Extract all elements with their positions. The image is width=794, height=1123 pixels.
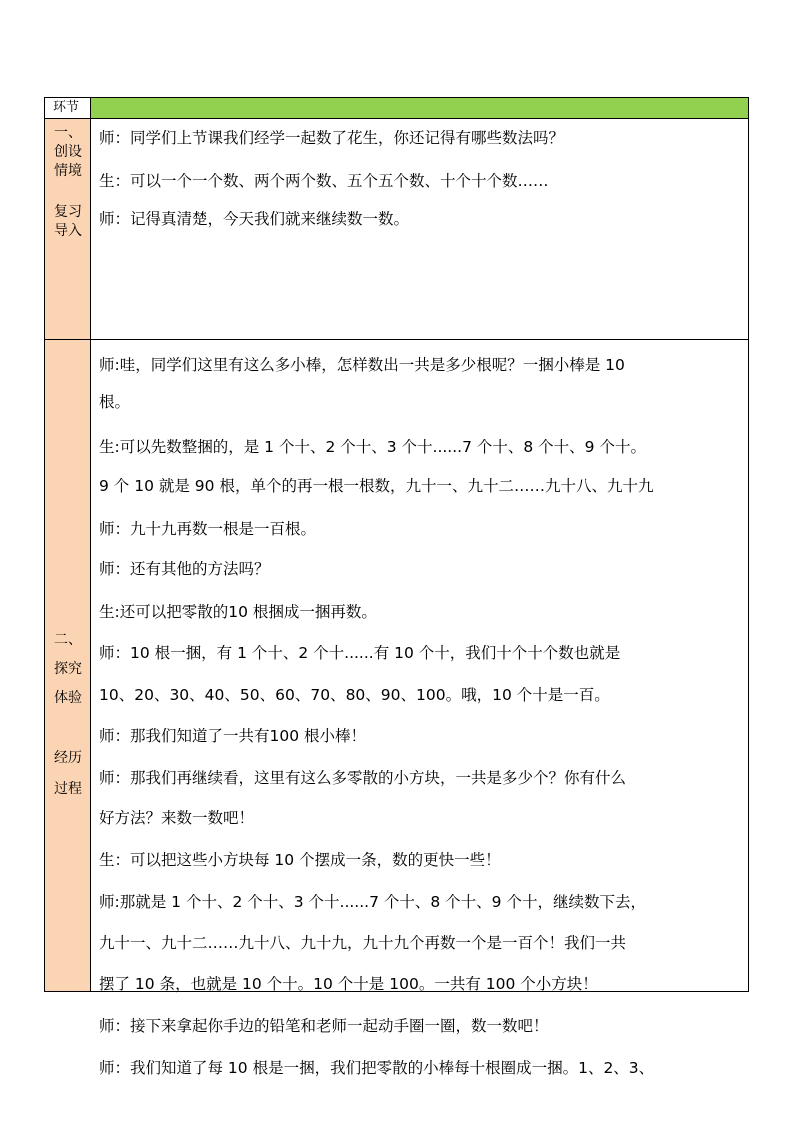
section-1-label-cell bbox=[45, 119, 91, 339]
dialogue-line: 师：还有其他的方法吗？ bbox=[99, 560, 270, 578]
table-header-row bbox=[45, 98, 748, 119]
dialogue-line: 根。 bbox=[99, 393, 131, 411]
section-2-content-cell bbox=[91, 340, 748, 1077]
dialogue-line: 师：那我们知道了一共有100 根小棒！ bbox=[99, 727, 367, 745]
section-1-label-line: 情境 bbox=[54, 163, 82, 179]
dialogue-line: 师：10 根一捆，有 1 个十、2 个十......有 10 个十，我们十个十个数也就是 bbox=[99, 644, 621, 662]
dialogue-line: 师:那就是 1 个十、2 个十、3 个十......7 个十、8 个十、9 个十，继续数下去， bbox=[99, 893, 646, 911]
dialogue-line: 师:哇，同学们这里有这么多小棒，怎样数出一共是多少根呢？一捆小棒是 10 bbox=[99, 356, 625, 374]
dialogue-line: 师：九十九再数一根是一百根。 bbox=[99, 520, 317, 538]
section-2-label-line: 二、 bbox=[54, 632, 82, 648]
section-2-label-line: 探究 bbox=[54, 661, 82, 677]
section-1-content-cell bbox=[91, 119, 748, 339]
dialogue-line: 生:还可以把零散的10 根捆成一捆再数。 bbox=[99, 603, 377, 621]
section-2-row bbox=[45, 340, 748, 1077]
section-1-label-line: 导入 bbox=[54, 223, 82, 239]
dialogue-line: 师：同学们上节课我们经学一起数了花生，你还记得有哪些数法吗？ bbox=[99, 129, 565, 147]
dialogue-line: 生:可以先数整捆的，是 1 个十、2 个十、3 个十......7 个十、8 个十、9 个十。 bbox=[99, 438, 646, 456]
dialogue-line: 生：可以把这些小方块每 10 个摆成一条，数的更快一些！ bbox=[99, 851, 501, 869]
section-2-label-line: 体验 bbox=[54, 690, 82, 706]
section-1-label-line: 一、 bbox=[54, 125, 82, 141]
section-2-label-line: 过程 bbox=[54, 781, 82, 797]
dialogue-line: 师：我们知道了每 10 根是一捆，我们把零散的小棒每十根圈成一捆。1、2、3、 bbox=[99, 1059, 655, 1077]
dialogue-line: 九十一、九十二……九十八、九十九，九十九个再数一个是一百个！我们一共 bbox=[99, 934, 627, 952]
dialogue-line: 9 个 10 就是 90 根，单个的再一根一根数，九十一、九十二……九十八、九十九 bbox=[99, 477, 654, 495]
dialogue-line: 摆了 10 条，也就是 10 个十。10 个十是 100。一共有 100 个小方块！ bbox=[99, 975, 598, 993]
dialogue-line: 师：记得真清楚，今天我们就来继续数一数。 bbox=[99, 210, 410, 228]
dialogue-line: 师：接下来拿起你手边的铅笔和老师一起动手圈一圈，数一数吧！ bbox=[99, 1017, 549, 1035]
dialogue-line: 师：那我们再继续看，这里有这么多零散的小方块，一共是多少个？你有什么 bbox=[99, 769, 627, 787]
dialogue-line: 10、20、30、40、50、60、70、80、90、100。哦，10 个十是一百。 bbox=[99, 686, 610, 704]
section-1-label-line: 复习 bbox=[54, 204, 82, 220]
dialogue-line: 好方法？来数一数吧！ bbox=[99, 809, 255, 827]
section-2-label-cell bbox=[45, 340, 91, 991]
dialogue-line: 生：可以一个一个数、两个两个数、五个五个数、十个十个数…… bbox=[99, 172, 549, 190]
header-label-cell: 环节 bbox=[45, 98, 91, 118]
section-1-label-line: 创设 bbox=[54, 144, 82, 160]
lesson-table bbox=[44, 97, 749, 1077]
header-green-band bbox=[91, 98, 748, 118]
section-1-row bbox=[45, 119, 748, 340]
section-2-label-line: 经历 bbox=[54, 750, 82, 766]
